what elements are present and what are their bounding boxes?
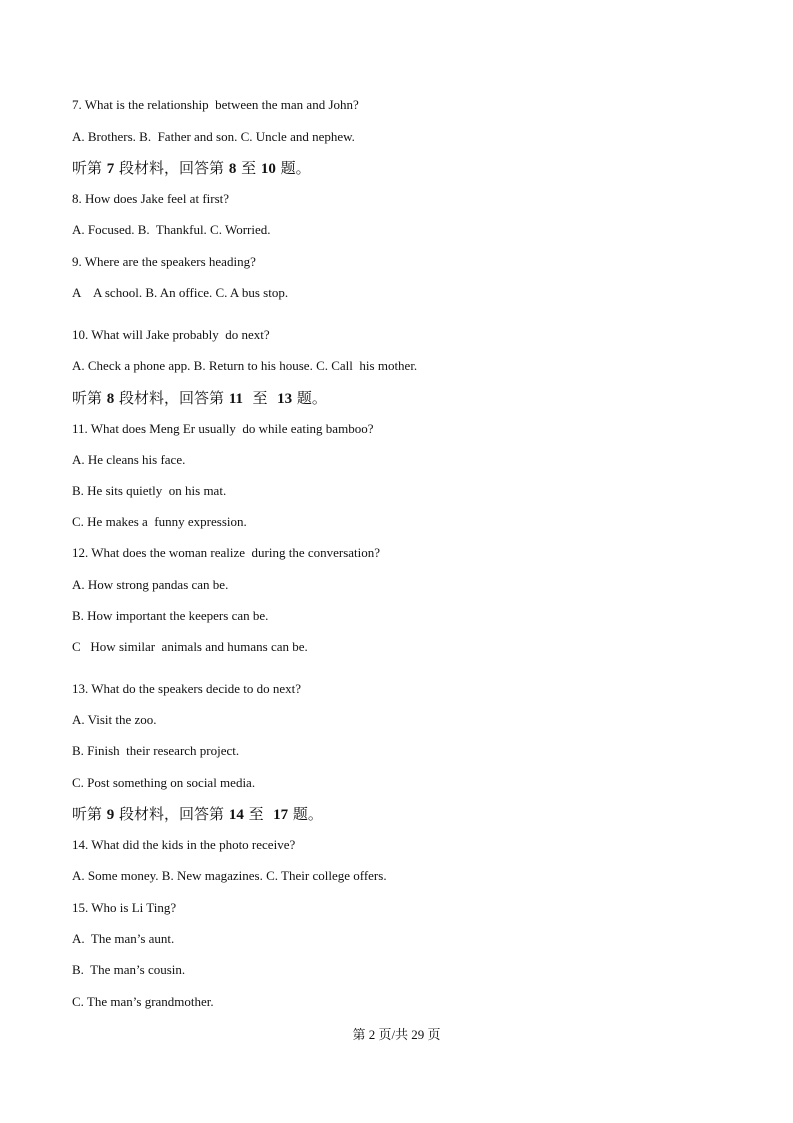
- page-footer: 第 2 页/共 29 页: [352, 1027, 441, 1042]
- question-15: 15. Who is Li Ting?: [72, 900, 177, 915]
- section-number: 7: [106, 161, 115, 177]
- section-heading-9: 听第 9 段材料，回答第 14 至 17 题。: [72, 805, 323, 823]
- question-13-option-c: C. Post something on social media.: [72, 775, 256, 790]
- section-number: 10: [260, 161, 276, 177]
- question-11-option-b: B. He sits quietly on his mat.: [72, 483, 227, 498]
- section-number: 9: [106, 807, 115, 823]
- section-number: 13: [277, 391, 293, 407]
- question-9-options: A A school. B. An office. C. A bus stop.: [72, 285, 289, 300]
- section-number: 14: [228, 807, 244, 823]
- section-number: 8: [228, 161, 237, 177]
- question-13: 13. What do the speakers decide to do next?: [72, 681, 301, 696]
- question-11-option-a: A. He cleans his face.: [72, 452, 186, 467]
- question-8-options: A. Focused. B. Thankful. C. Worried.: [72, 222, 271, 237]
- question-10-options: A. Check a phone app. B. Return to his house. C. Call his mother.: [72, 358, 418, 373]
- section-number: 8: [106, 391, 115, 407]
- question-11-option-c: C. He makes a funny expression.: [72, 514, 247, 529]
- question-7: 7. What is the relationship between the man and John?: [72, 97, 359, 112]
- question-12: 12. What does the woman realize during the conversation?: [72, 545, 381, 560]
- question-15-option-b: B. The man’s cousin.: [72, 962, 186, 977]
- question-9: 9. Where are the speakers heading?: [72, 254, 256, 269]
- question-12-option-c: C How similar animals and humans can be.: [72, 639, 308, 654]
- section-number: 17: [273, 807, 289, 823]
- question-10: 10. What will Jake probably do next?: [72, 327, 270, 342]
- section-heading-8: 听第 8 段材料，回答第 11 至 13 题。: [72, 389, 327, 407]
- question-14-options: A. Some money. B. New magazines. C. Their college offers.: [72, 868, 387, 883]
- question-12-option-b: B. How important the keepers can be.: [72, 608, 269, 623]
- question-8: 8. How does Jake feel at first?: [72, 191, 230, 206]
- section-number: 11: [228, 391, 244, 407]
- question-7-options: A. Brothers. B. Father and son. C. Uncle and nephew.: [72, 129, 355, 144]
- question-13-option-b: B. Finish their research project.: [72, 743, 240, 758]
- question-11: 11. What does Meng Er usually do while eating bamboo?: [72, 421, 374, 436]
- section-heading-7: 听第 7 段材料，回答第 8 至 10 题。: [72, 159, 311, 177]
- question-14: 14. What did the kids in the photo receive?: [72, 837, 296, 852]
- question-12-option-a: A. How strong pandas can be.: [72, 577, 229, 592]
- question-15-option-a: A. The man’s aunt.: [72, 931, 175, 946]
- question-15-option-c: C. The man’s grandmother.: [72, 994, 214, 1009]
- question-13-option-a: A. Visit the zoo.: [72, 712, 157, 727]
